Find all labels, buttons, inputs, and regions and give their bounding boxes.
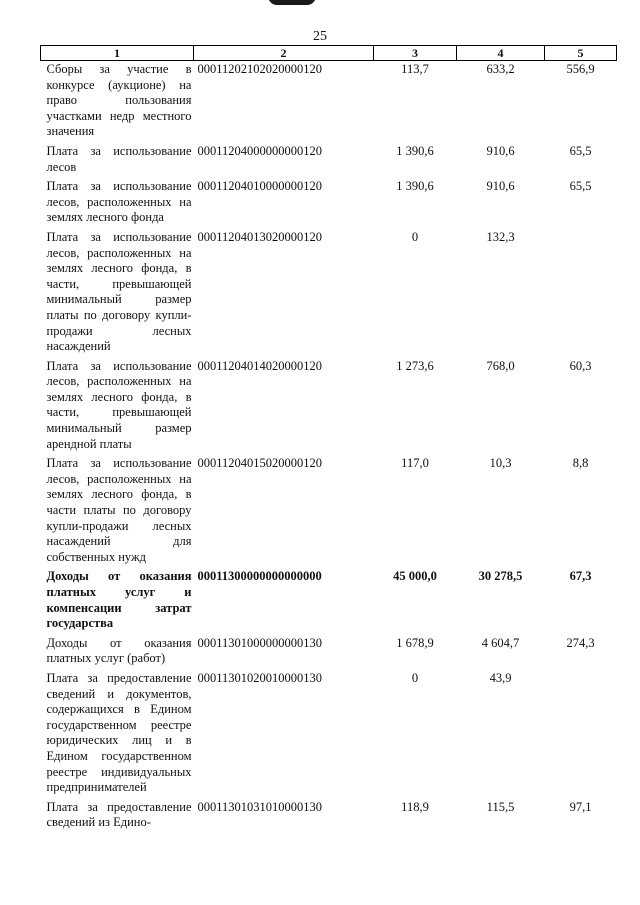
table-row	[41, 61, 617, 144]
row-value-5: 65,5	[569, 143, 592, 158]
column-header-2: 2	[194, 46, 374, 61]
row-name: Плата за предоставление сведений и документов, содержащихся в Едином государственном реестре юридических лиц и в Едином государственном реестре индивидуальных предпринимателей	[46, 670, 192, 795]
row-value-4: 768,0	[486, 358, 515, 373]
row-code: 00011204010000000120	[197, 179, 323, 194]
row-value-3: 117,0	[401, 456, 429, 471]
row-value-3: 0	[411, 670, 419, 685]
row-value-4: 4 604,7	[481, 635, 520, 650]
row-value-5: 60,3	[569, 358, 592, 373]
header-row	[41, 46, 617, 61]
table-row	[41, 144, 617, 179]
table-row	[41, 179, 617, 230]
row-value-4: 43,9	[489, 670, 512, 685]
row-name: Доходы от оказания платных услуг и компенсации затрат государства	[46, 569, 192, 631]
row-value-5: 274,3	[566, 635, 595, 650]
table-row	[41, 671, 617, 800]
row-value-3: 45 000,0	[393, 569, 437, 584]
column-header-1: 1	[41, 46, 194, 61]
row-name: Сборы за участие в конкурсе (аукционе) на право пользования участками недр местного значения	[46, 62, 192, 139]
row-value-4: 10,3	[489, 456, 512, 471]
row-value-3: 1 678,9	[396, 635, 434, 650]
row-code: 00011204014020000120	[197, 358, 323, 373]
row-code: 00011202102020000120	[197, 62, 323, 76]
row-value-5: 65,5	[569, 179, 592, 194]
row-value-4: 910,6	[486, 143, 515, 158]
row-code: 00011204000000000120	[197, 143, 323, 158]
row-value-5: 97,1	[569, 799, 592, 814]
row-code: 00011300000000000000	[197, 569, 322, 584]
row-value-5: 67,3	[569, 569, 592, 584]
table-row	[41, 636, 617, 671]
row-code: 00011301031010000130	[197, 799, 323, 814]
row-value-5: 556,9	[566, 62, 595, 76]
row-value-4: 910,6	[486, 179, 515, 194]
row-name: Доходы от оказания платных услуг (работ)	[46, 635, 192, 666]
row-code: 00011301020010000130	[197, 670, 323, 685]
page-number: 25	[313, 29, 327, 44]
row-value-4: 30 278,5	[478, 569, 523, 584]
scan-mark	[268, 0, 316, 5]
revenue-table	[40, 45, 617, 835]
row-code: 00011204015020000120	[197, 456, 323, 471]
row-value-5	[545, 671, 617, 800]
column-header-5: 5	[545, 46, 617, 61]
row-value-3: 118,9	[401, 799, 429, 814]
row-value-3: 1 390,6	[396, 179, 434, 194]
row-code: 00011301000000000130	[197, 635, 323, 650]
table-row	[41, 230, 617, 359]
table-row	[41, 456, 617, 569]
table-row	[41, 359, 617, 457]
row-code: 00011204013020000120	[197, 229, 323, 244]
row-name: Плата за использование лесов	[46, 143, 192, 174]
row-value-4: 132,3	[486, 229, 515, 244]
row-value-5: 8,8	[572, 456, 589, 471]
row-value-3: 1 390,6	[396, 143, 434, 158]
row-value-3: 0	[411, 229, 419, 244]
table-row	[41, 800, 617, 835]
row-value-4: 633,2	[486, 62, 515, 76]
row-value-3: 113,7	[401, 62, 429, 76]
table-row-total	[41, 569, 617, 635]
row-value-3: 1 273,6	[396, 358, 434, 373]
column-header-4: 4	[457, 46, 545, 61]
row-name: Плата за использование лесов, расположенных на землях лесного фонда, в части, превышающей минимальный размер платы по договору купли-продажи лесных насаждений	[46, 229, 192, 354]
row-name: Плата за предоставление сведений из Едино-	[46, 799, 192, 830]
row-name: Плата за использование лесов, расположенных на землях лесного фонда, в части, превышающей минимальный размер арендной платы	[46, 358, 192, 451]
row-name: Плата за использование лесов, расположенных на землях лесного фонда	[46, 179, 192, 225]
row-value-4: 115,5	[486, 799, 515, 814]
column-header-3: 3	[374, 46, 457, 61]
row-value-5	[545, 230, 617, 359]
row-name: Плата за использование лесов, расположенных на землях лесного фонда, в части платы по договору купли-продажи лесных насаждений для собственных нужд	[46, 456, 192, 564]
